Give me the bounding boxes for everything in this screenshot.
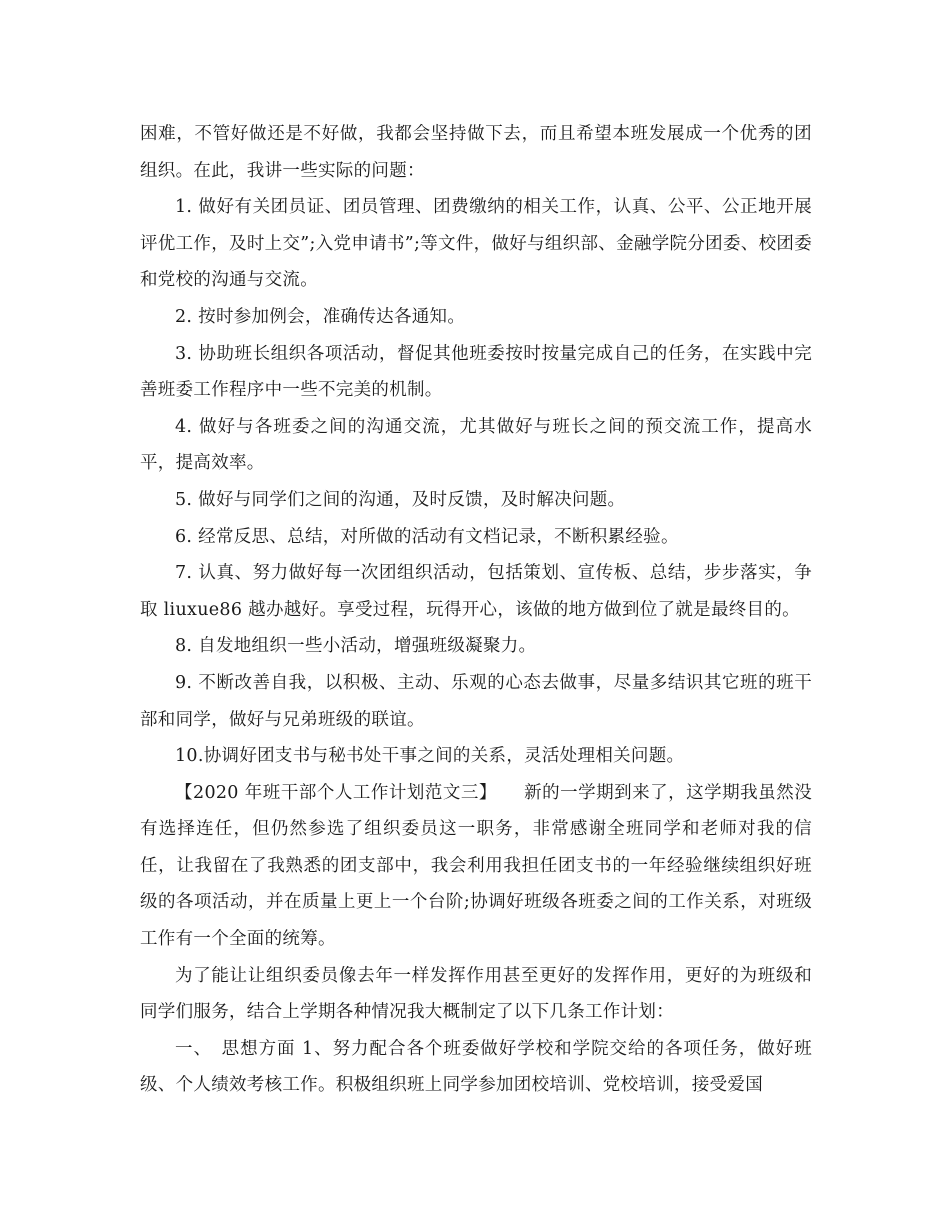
paragraph-intro: 困难，不管好做还是不好做，我都会坚持做下去，而且希望本班发展成一个优秀的团组织。在此，我讲一些实际的问题： <box>140 124 812 181</box>
list-item-4: 4. 做好与各班委之间的沟通交流，尤其做好与班长之间的预交流工作，提高水平，提高效率。 <box>140 416 812 474</box>
list-item-10: 10.协调好团支书与秘书处干事之间的关系，灵活处理相关问题。 <box>175 746 685 767</box>
list-item-2: 2. 按时参加例会，准确传达各通知。 <box>175 306 466 327</box>
list-item-3: 3. 协助班长组织各项活动，督促其他班委按时按量完成自己的任务，在实践中完善班委工作程序中一些不完美的机制。 <box>140 343 812 401</box>
list-item-7: 7. 认真、努力做好每一次团组织活动，包括策划、宣传板、总结，步步落实，争取 liuxue86 越办越好。享受过程，玩得开心，该做的地方做到位了就是最终目的。 <box>140 563 812 620</box>
list-item-1: 1. 做好有关团员证、团员管理、团费缴纳的相关工作，认真、公平、公正地开展评优工作，及时上交”;入党申请书”;等文件，做好与组织部、金融学院分团委、校团委和党校的沟通与交流。 <box>140 197 812 291</box>
list-item-9: 9. 不断改善自我，以积极、主动、乐观的心态去做事，尽量多结识其它班的班干部和同学，做好与兄弟班级的联谊。 <box>140 672 812 730</box>
list-item-5: 5. 做好与同学们之间的沟通，及时反馈，及时解决问题。 <box>175 489 626 510</box>
list-item-8: 8. 自发地组织一些小活动，增强班级凝聚力。 <box>175 636 537 657</box>
paragraph-ideology: 一、 思想方面 1、努力配合各个班委做好学校和学院交给的各项任务，做好班级、个人绩效考核工作。积极组织班上同学参加团校培训、党校培训，接受爱国 <box>140 1038 812 1096</box>
list-item-6: 6. 经常反思、总结，对所做的活动有文档记录，不断积累经验。 <box>175 526 679 547</box>
document-body <box>140 116 812 1104</box>
paragraph-plan-intro: 为了能让让组织委员像去年一样发挥作用甚至更好的发挥作用，更好的为班级和同学们服务，结合上学期各种情况我大概制定了以下几条工作计划： <box>140 965 812 1023</box>
section-heading-paragraph: 【2020 年班干部个人工作计划范文三】 新的一学期到来了，这学期我虽然没有选择连任，但仍然参选了组织委员这一职务，非常感谢全班同学和老师对我的信任，让我留在了我熟悉的团支部中，我会利用我担任团支书的一年经验继续组织好班级的各项活动，并在质量上更上一个台阶;协调好班级各班委之间的工作关系，对班级工作有一个全面的统筹。 <box>140 782 812 950</box>
